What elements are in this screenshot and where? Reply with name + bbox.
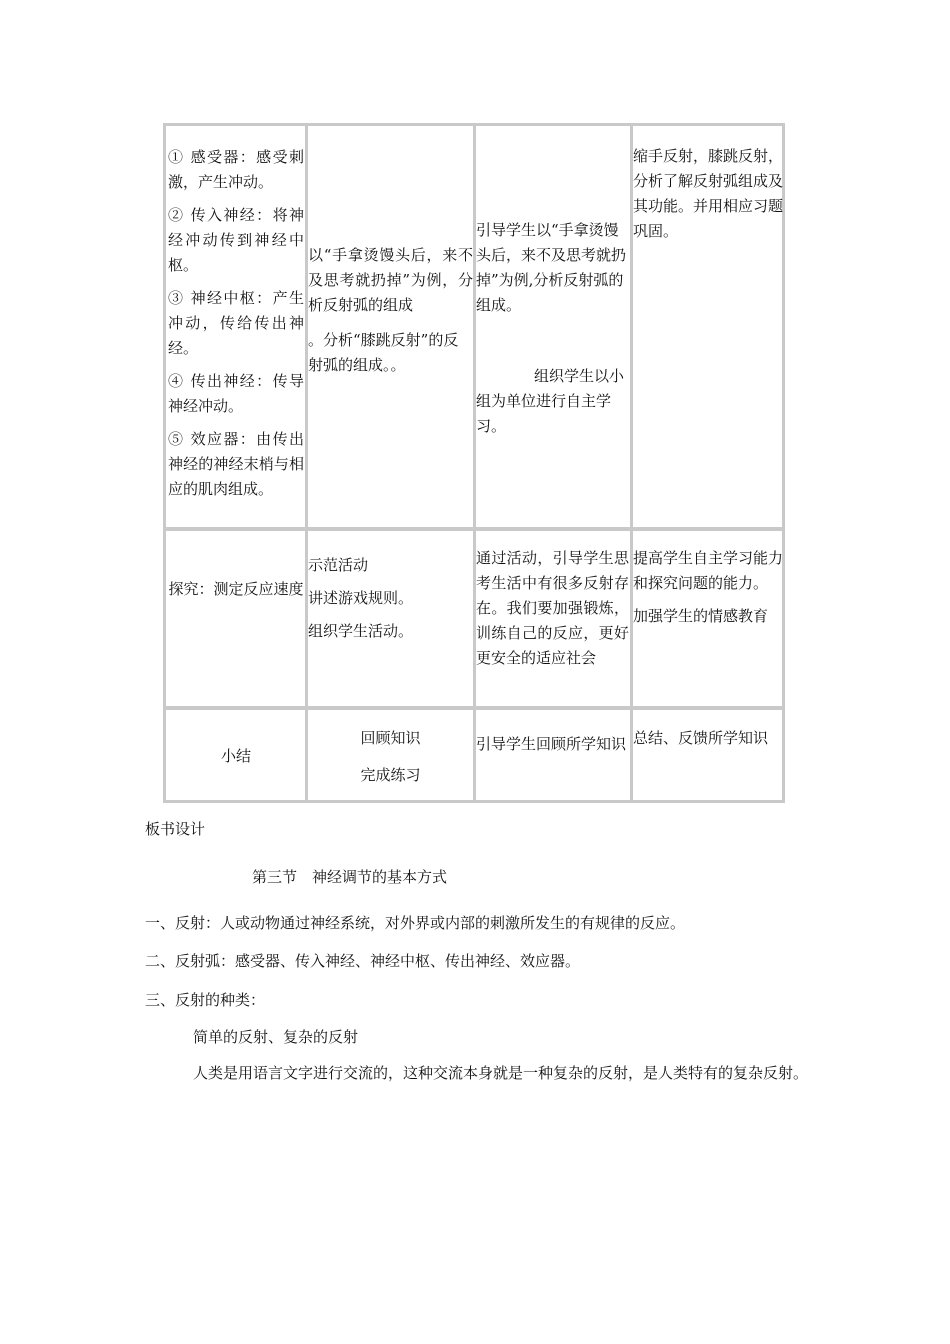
teacher-activity-text: 组织学生活动。 [308,622,414,640]
teacher-activity-text: 。分析“膝跳反射”的反射弧的组成。。 [308,331,459,374]
row2-col3-cell [476,546,629,679]
student-guidance-text: 引导学生回顾所学知识 [476,735,627,753]
teacher-activity-text: 完成练习 [360,766,421,784]
row1-col4-cell [633,144,783,252]
reflex-arc-item: ② 传入神经：将神经冲动传到神经中枢。 [168,206,304,274]
row2-col4-cell [633,546,783,637]
row-divider [166,527,782,531]
design-intent-text: 缩手反射，膝跳反射，分析了解反射弧组成及其功能。并用相应习题巩固。 [633,147,784,240]
row1-col3-cell [476,218,629,447]
row3-col4-cell [633,726,783,759]
teacher-activity-text: 示范活动 [308,556,369,574]
row3-col2-cell [308,725,473,796]
row3-col1-cell [168,744,304,777]
lesson-table [163,123,785,803]
row2-col2-cell [308,553,473,652]
board-line-reflex-arc: 二、反射弧：感受器、传入神经、神经中枢、传出神经、效应器。 [145,952,581,970]
design-intent-text: 总结、反馈所学知识 [633,729,769,747]
inquiry-topic: 探究：测定反应速度 [168,580,304,598]
reflex-arc-item: ④ 传出神经：传导神经冲动。 [168,372,304,415]
section-title: 第三节 神经调节的基本方式 [252,868,448,886]
student-guidance-text: 组织学生以小组为单位进行自主学习。 [476,367,625,435]
reflex-arc-item: ③ 神经中枢：产生冲动，传给传出神经。 [168,289,304,357]
row1-col1-cell [168,145,304,510]
design-intent-text: 加强学生的情感教育 [633,607,769,625]
row2-col1-cell [168,577,304,610]
teacher-activity-text: 回顾知识 [360,729,421,747]
reflex-arc-item: ⑤ 效应器：由传出神经的神经末梢与相应的肌肉组成。 [168,430,304,498]
board-sub-line: 简单的反射、复杂的反射 [193,1028,359,1046]
reflex-arc-item: ① 感受器：感受刺激，产生冲动。 [168,148,304,191]
teacher-activity-text: 讲述游戏规则。 [308,589,414,607]
board-line-reflex-types: 三、反射的种类： [145,991,266,1009]
board-line-reflex: 一、反射：人或动物通过神经系统，对外界或内部的刺激所发生的有规律的反应。 [145,914,686,932]
column-divider [305,126,308,800]
student-guidance-text: 引导学生以“手拿烫馒头后，来不及思考就扔掉”为例,分析反射弧的组成。 [476,221,627,314]
teacher-activity-text: 以“手拿烫馒头后，来不及思考就扔掉”为例，分析反射弧的组成 [308,246,473,314]
row1-col2-cell [308,243,473,386]
student-guidance-text: 通过活动，引导学生思考生活中有很多反射存在。我们要加强锻炼，训练自己的反应，更好更安全的适应社会 [476,549,629,667]
board-design-heading: 板书设计 [145,820,206,838]
row3-col3-cell [476,732,629,765]
design-intent-text: 提高学生自主学习能力和探究问题的能力。 [633,549,784,592]
summary-label: 小结 [220,747,251,765]
row-divider [166,706,782,710]
board-sub-paragraph: 人类是用语言文字进行交流的，这种交流本身就是一种复杂的反射，是人类特有的复杂反射。 [193,1064,809,1082]
